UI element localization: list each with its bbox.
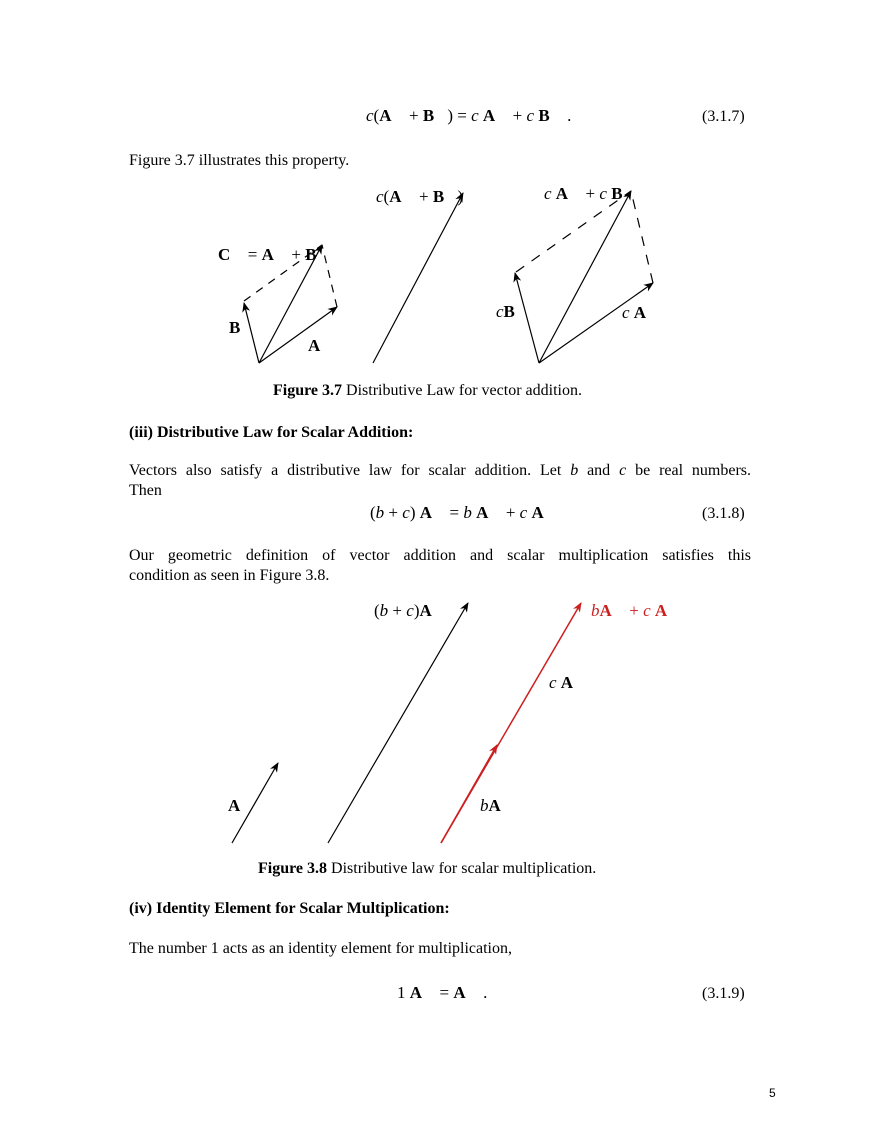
caption-label: Figure 3.7 [273,382,343,399]
page-number: 5 [769,1086,776,1100]
scalar-addition-paragraph-line2: Then [129,482,162,499]
caption-text: Distributive Law for vector addition. [342,382,582,399]
label-cB: cB⃗ [496,302,529,321]
equation-3-1-7: c(A⃗ + B⃗) = c A⃗ + c B⃗ . [366,106,572,125]
equation-number-3-1-7: (3.1.7) [702,108,745,125]
label-A: A⃗ [308,336,334,355]
vector-bc-A-arrow [328,603,468,843]
fig38-label-A: A⃗ [228,796,254,815]
fig38-label-bA-plus-cA: bA⃗ + c A⃗ [591,601,681,620]
label-cA-plus-cB: c A⃗ + c B⃗ [544,184,636,203]
equation-number-3-1-9: (3.1.9) [702,985,745,1002]
equation-number-3-1-8: (3.1.8) [702,505,745,522]
equation-3-1-9: 1 A⃗ = A⃗ . [397,983,488,1002]
label-B: B⃗ [229,318,254,337]
fig37-intro-text: Figure 3.7 illustrates this property. [129,152,350,169]
identity-paragraph: The number 1 acts as an identity element for multiplication, [129,940,512,957]
figure-3-8-caption [258,859,596,879]
fig38-label-bA: bA⃗ [480,796,514,815]
vector-bA-arrow [441,745,497,843]
fig38-label-cA: c A⃗ [549,673,587,692]
label-c-A-plus-B: c(A⃗ + B⃗) [376,187,464,206]
heading-iii: (iii) Distributive Law for Scalar Addition: [129,424,414,441]
geometric-paragraph-line2: condition as seen in Figure 3.8. [129,567,330,584]
equation-3-1-8: (b + c) A⃗ = b A⃗ + c A⃗ [370,503,557,522]
heading-iv: (iv) Identity Element for Scalar Multiplication: [129,900,450,917]
scalar-addition-paragraph-line1: Vectors also satisfy a distributive law for scalar addition. Let b and c be real numbers. [129,462,752,479]
fig38-label-b-plus-c-A: (b + c)A⃗ [374,601,445,620]
geometric-paragraph-line1: Our geometric definition of vector addition and scalar multiplication satisfies this [129,547,751,564]
label-cA: c A⃗ [622,303,660,322]
caption-label: Figure 3.8 [258,860,328,877]
label-C-equals-A-plus-B: C⃗ = A⃗ + B⃗ [218,245,330,264]
caption-text: Distributive law for scalar multiplication. [327,860,597,877]
